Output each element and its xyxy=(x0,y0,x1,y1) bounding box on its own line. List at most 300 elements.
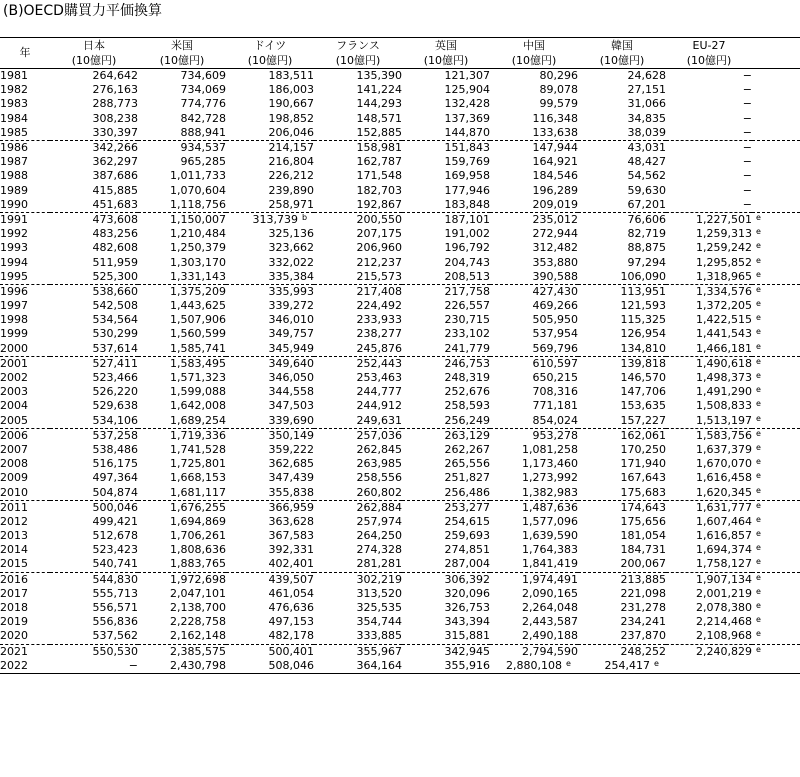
cell-germany xyxy=(226,615,314,629)
cell-uk-value: 342,945 xyxy=(444,644,490,658)
cell-eu27 xyxy=(666,385,752,399)
cell-france xyxy=(314,227,402,241)
col-header-japan: 日本 xyxy=(83,38,105,52)
eu27-flag: e xyxy=(756,299,761,309)
cell-eu27-value: 1,259,313 xyxy=(696,227,752,241)
cell-korea-value: 175,683 xyxy=(620,485,666,499)
cell-uk-value: 183,848 xyxy=(444,197,490,211)
cell-uk xyxy=(402,155,490,169)
cell-eu27 xyxy=(666,500,752,515)
cell-korea xyxy=(578,644,666,659)
cell-germany-value: 350,149 xyxy=(268,428,314,442)
cell-eu27-flag xyxy=(752,557,800,572)
cell-korea xyxy=(578,471,666,485)
cell-us xyxy=(138,629,226,644)
cell-germany-value: 347,439 xyxy=(268,471,314,485)
cell-uk-value: 230,715 xyxy=(444,313,490,327)
cell-eu27-flag xyxy=(752,169,800,183)
cell-eu27-value: − xyxy=(742,69,752,83)
cell-japan xyxy=(50,198,138,213)
cell-france xyxy=(314,241,402,255)
cell-korea xyxy=(578,313,666,327)
cell-china xyxy=(490,572,578,587)
cell-japan-value: 308,238 xyxy=(92,111,138,125)
cell-japan-value: 288,773 xyxy=(92,97,138,111)
col-header-eu27: EU-27 xyxy=(692,38,726,52)
cell-uk xyxy=(402,97,490,111)
cell-eu27-flag xyxy=(752,500,800,515)
cell-eu27 xyxy=(666,529,752,543)
cell-eu27-flag xyxy=(752,155,800,169)
cell-france xyxy=(314,457,402,471)
cell-japan-value: 538,486 xyxy=(92,442,138,456)
col-header-france: フランス xyxy=(336,38,380,52)
cell-uk xyxy=(402,471,490,485)
cell-korea-value: 139,818 xyxy=(620,356,666,370)
table-row xyxy=(0,126,800,141)
cell-eu27 xyxy=(666,371,752,385)
cell-eu27 xyxy=(666,557,752,572)
cell-korea xyxy=(578,543,666,557)
cell-eu27-flag xyxy=(752,572,800,587)
cell-korea-value: 48,427 xyxy=(627,155,666,169)
table-row xyxy=(0,414,800,429)
table-row xyxy=(0,155,800,169)
cell-uk xyxy=(402,198,490,213)
cell-us xyxy=(138,443,226,457)
cell-eu27-flag xyxy=(752,644,800,659)
cell-germany-value: 402,401 xyxy=(268,557,314,571)
cell-uk-value: 246,753 xyxy=(444,356,490,370)
col-unit-flag-spacer xyxy=(752,53,800,69)
cell-france xyxy=(314,155,402,169)
cell-france-value: 354,744 xyxy=(356,615,402,629)
cell-china-value: 1,173,460 xyxy=(522,457,578,471)
cell-germany xyxy=(226,587,314,601)
eu27-flag: e xyxy=(756,212,761,222)
cell-uk xyxy=(402,529,490,543)
cell-us xyxy=(138,428,226,443)
cell-france-value: 158,981 xyxy=(356,141,402,155)
cell-eu27-flag xyxy=(752,385,800,399)
cell-china-value: 312,482 xyxy=(532,241,578,255)
cell-eu27 xyxy=(666,299,752,313)
cell-us xyxy=(138,126,226,141)
cell-us-value: 842,728 xyxy=(180,111,226,125)
cell-germany-value: 363,628 xyxy=(268,514,314,528)
cell-uk-value: 125,904 xyxy=(444,83,490,97)
cell-uk-value: 343,394 xyxy=(444,615,490,629)
cell-france xyxy=(314,629,402,644)
cell-eu27-flag xyxy=(752,356,800,371)
cell-uk xyxy=(402,169,490,183)
eu27-flag: e xyxy=(756,644,761,654)
cell-france xyxy=(314,399,402,413)
cell-eu27-flag xyxy=(752,587,800,601)
cell-uk-value: 191,002 xyxy=(444,227,490,241)
cell-uk xyxy=(402,572,490,587)
cell-france-value: 262,884 xyxy=(356,500,402,514)
cell-china-value: 353,880 xyxy=(532,255,578,269)
eu27-flag: e xyxy=(756,269,761,279)
table-row xyxy=(0,97,800,111)
cell-us xyxy=(138,327,226,341)
cell-eu27 xyxy=(666,140,752,155)
cell-us xyxy=(138,543,226,557)
cell-france-value: 141,224 xyxy=(356,83,402,97)
cell-eu27 xyxy=(666,356,752,371)
cell-eu27-flag xyxy=(752,255,800,269)
cell-germany-value: 367,583 xyxy=(268,529,314,543)
cell-korea-value: 54,562 xyxy=(627,169,666,183)
cell-france xyxy=(314,83,402,97)
cell-korea xyxy=(578,399,666,413)
cell-korea xyxy=(578,112,666,126)
eu27-flag: e xyxy=(756,241,761,251)
cell-germany xyxy=(226,471,314,485)
cell-germany-value: 355,838 xyxy=(268,485,314,499)
cell-us xyxy=(138,659,226,674)
cell-us-value: 734,069 xyxy=(180,83,226,97)
cell-eu27 xyxy=(666,155,752,169)
cell-japan-value: 555,713 xyxy=(92,586,138,600)
cell-china-value: 953,278 xyxy=(532,428,578,442)
cell-germany-value: 313,739 xyxy=(252,212,298,226)
cell-germany xyxy=(226,126,314,141)
cell-us xyxy=(138,557,226,572)
cell-us xyxy=(138,471,226,485)
cell-germany xyxy=(226,155,314,169)
cell-japan xyxy=(50,155,138,169)
cell-eu27-flag xyxy=(752,543,800,557)
cell-china-value: 469,266 xyxy=(532,299,578,313)
cell-uk xyxy=(402,313,490,327)
table-row xyxy=(0,184,800,198)
cell-france xyxy=(314,112,402,126)
cell-france xyxy=(314,500,402,515)
cell-japan xyxy=(50,659,138,674)
cell-china xyxy=(490,212,578,227)
table-row xyxy=(0,529,800,543)
cell-eu27 xyxy=(666,198,752,213)
cell-china xyxy=(490,659,578,674)
col-header-flag-spacer xyxy=(752,38,800,54)
cell-china-value: 184,546 xyxy=(532,169,578,183)
cell-uk xyxy=(402,69,490,84)
cell-korea xyxy=(578,169,666,183)
cell-uk-value: 320,096 xyxy=(444,586,490,600)
cell-germany xyxy=(226,529,314,543)
cell-us-value: 1,011,733 xyxy=(170,169,226,183)
cell-china-value: 708,316 xyxy=(532,385,578,399)
cell-france xyxy=(314,342,402,357)
eu27-flag: e xyxy=(756,341,761,351)
cell-china-flag: e xyxy=(566,658,571,668)
cell-eu27-flag xyxy=(752,659,800,674)
cell-china xyxy=(490,371,578,385)
cell-japan xyxy=(50,629,138,644)
cell-eu27 xyxy=(666,543,752,557)
table-row xyxy=(0,255,800,269)
cell-us xyxy=(138,299,226,313)
cell-us xyxy=(138,212,226,227)
cell-korea-value: 248,252 xyxy=(620,644,666,658)
cell-uk xyxy=(402,485,490,500)
cell-japan-value: 540,741 xyxy=(92,557,138,571)
cell-china xyxy=(490,399,578,413)
cell-year: 2005 xyxy=(0,414,50,429)
cell-year: 2012 xyxy=(0,514,28,528)
table-row xyxy=(0,212,800,227)
cell-eu27-value: 2,078,380 xyxy=(696,601,752,615)
cell-eu27 xyxy=(666,587,752,601)
cell-eu27-flag xyxy=(752,529,800,543)
cell-japan xyxy=(50,227,138,241)
cell-germany-value: 186,003 xyxy=(268,83,314,97)
cell-year: 1988 xyxy=(0,169,28,183)
cell-germany-value: 347,503 xyxy=(268,399,314,413)
cell-france xyxy=(314,284,402,299)
ppp-table xyxy=(0,37,800,674)
cell-us-value: 1,599,088 xyxy=(170,385,226,399)
cell-japan-value: 497,364 xyxy=(92,471,138,485)
cell-france xyxy=(314,443,402,457)
cell-eu27-value: 2,240,829 xyxy=(696,644,752,658)
cell-eu27 xyxy=(666,241,752,255)
table-row xyxy=(0,572,800,587)
cell-korea xyxy=(578,485,666,500)
cell-korea xyxy=(578,155,666,169)
cell-us xyxy=(138,184,226,198)
cell-us xyxy=(138,457,226,471)
cell-korea xyxy=(578,572,666,587)
cell-uk-value: 252,676 xyxy=(444,385,490,399)
cell-korea xyxy=(578,69,666,84)
table-row xyxy=(0,485,800,500)
cell-china xyxy=(490,443,578,457)
cell-china-value: 1,764,383 xyxy=(522,543,578,557)
cell-france-value: 245,876 xyxy=(356,341,402,355)
cell-us xyxy=(138,97,226,111)
cell-china xyxy=(490,169,578,183)
cell-japan xyxy=(50,557,138,572)
cell-eu27-flag xyxy=(752,184,800,198)
cell-japan xyxy=(50,428,138,443)
cell-germany xyxy=(226,485,314,500)
cell-eu27-flag xyxy=(752,485,800,500)
cell-us xyxy=(138,284,226,299)
cell-eu27 xyxy=(666,615,752,629)
cell-china xyxy=(490,69,578,84)
cell-germany-value: 198,852 xyxy=(268,111,314,125)
table-row xyxy=(0,615,800,629)
cell-year: 2011 xyxy=(0,500,28,514)
cell-year: 1991 xyxy=(0,212,28,226)
cell-china-value: 505,950 xyxy=(532,313,578,327)
cell-china-value: 80,296 xyxy=(539,69,578,83)
cell-china xyxy=(490,284,578,299)
cell-japan xyxy=(50,371,138,385)
cell-japan-value: 527,411 xyxy=(92,356,138,370)
cell-china xyxy=(490,198,578,213)
cell-japan xyxy=(50,471,138,485)
cell-korea-value: 175,656 xyxy=(620,514,666,528)
cell-china-value: 272,944 xyxy=(532,227,578,241)
cell-korea xyxy=(578,241,666,255)
cell-china xyxy=(490,83,578,97)
cell-france-value: 233,933 xyxy=(356,313,402,327)
cell-us-value: 1,676,255 xyxy=(170,500,226,514)
cell-japan xyxy=(50,529,138,543)
cell-us-value: 1,210,484 xyxy=(170,227,226,241)
cell-korea xyxy=(578,557,666,572)
cell-uk-value: 132,428 xyxy=(444,97,490,111)
cell-france xyxy=(314,414,402,429)
cell-us-value: 1,443,625 xyxy=(170,299,226,313)
cell-us-value: 1,681,117 xyxy=(170,485,226,499)
cell-uk-value: 256,486 xyxy=(444,485,490,499)
cell-us-value: 1,668,153 xyxy=(170,471,226,485)
table-row xyxy=(0,69,800,84)
cell-eu27-flag xyxy=(752,83,800,97)
cell-us-value: 1,706,261 xyxy=(170,529,226,543)
cell-us xyxy=(138,241,226,255)
cell-year: 1998 xyxy=(0,313,28,327)
cell-korea xyxy=(578,500,666,515)
cell-year: 2014 xyxy=(0,543,28,557)
cell-eu27-value: 1,758,127 xyxy=(696,557,752,571)
cell-china xyxy=(490,227,578,241)
cell-china-value: 2,443,587 xyxy=(522,615,578,629)
cell-us-value: 1,883,765 xyxy=(170,557,226,571)
cell-us xyxy=(138,227,226,241)
cell-korea-value: 213,885 xyxy=(620,572,666,586)
cell-france-value: 302,219 xyxy=(356,572,402,586)
cell-us xyxy=(138,644,226,659)
cell-eu27 xyxy=(666,212,752,227)
cell-eu27-value: 1,318,965 xyxy=(696,269,752,283)
cell-japan xyxy=(50,601,138,615)
cell-year: 2010 xyxy=(0,485,50,500)
cell-us-value: 1,118,756 xyxy=(170,197,226,211)
cell-eu27-value: 1,637,379 xyxy=(696,442,752,456)
cell-uk xyxy=(402,629,490,644)
cell-germany xyxy=(226,270,314,285)
cell-france xyxy=(314,601,402,615)
cell-germany-value: 206,046 xyxy=(268,125,314,139)
cell-korea xyxy=(578,284,666,299)
cell-us-value: 1,507,906 xyxy=(170,313,226,327)
table-row xyxy=(0,601,800,615)
cell-korea xyxy=(578,126,666,141)
cell-eu27 xyxy=(666,112,752,126)
cell-china xyxy=(490,529,578,543)
cell-china xyxy=(490,97,578,111)
cell-france xyxy=(314,485,402,500)
cell-japan-value: 511,959 xyxy=(92,255,138,269)
cell-china-value: 1,487,636 xyxy=(522,500,578,514)
col-header-germany: ドイツ xyxy=(253,38,287,52)
cell-china xyxy=(490,629,578,644)
cell-uk-value: 265,556 xyxy=(444,457,490,471)
cell-us xyxy=(138,399,226,413)
cell-france xyxy=(314,385,402,399)
cell-korea xyxy=(578,601,666,615)
table-header xyxy=(0,38,800,69)
cell-germany xyxy=(226,543,314,557)
cell-china-value: 854,024 xyxy=(532,413,578,427)
cell-korea-value: 147,706 xyxy=(620,385,666,399)
cell-korea-value: 237,870 xyxy=(620,629,666,643)
col-unit-china: (10億円) xyxy=(511,53,557,67)
cell-germany-value: 366,959 xyxy=(268,500,314,514)
cell-korea-value: 231,278 xyxy=(620,601,666,615)
cell-korea-value: 43,031 xyxy=(627,141,666,155)
cell-eu27-value: − xyxy=(742,111,752,125)
cell-france-value: 281,281 xyxy=(356,557,402,571)
cell-uk-value: 263,129 xyxy=(444,428,490,442)
cell-france-value: 244,777 xyxy=(356,385,402,399)
cell-france xyxy=(314,529,402,543)
cell-france xyxy=(314,471,402,485)
cell-germany xyxy=(226,342,314,357)
table-row xyxy=(0,198,800,213)
cell-japan xyxy=(50,615,138,629)
cell-uk-value: 196,792 xyxy=(444,241,490,255)
cell-year: 2004 xyxy=(0,399,28,413)
cell-korea-value: 38,039 xyxy=(627,125,666,139)
cell-france-value: 257,036 xyxy=(356,428,402,442)
cell-eu27-flag xyxy=(752,198,800,213)
col-header-us: 米国 xyxy=(171,38,193,52)
cell-france-value: 192,867 xyxy=(356,197,402,211)
cell-germany-value: 476,636 xyxy=(268,601,314,615)
cell-japan xyxy=(50,414,138,429)
cell-eu27-value: 2,214,468 xyxy=(696,615,752,629)
cell-germany-value: 216,804 xyxy=(268,155,314,169)
cell-eu27-value: 1,907,134 xyxy=(696,572,752,586)
cell-germany-value: 339,690 xyxy=(268,413,314,427)
cell-france-value: 325,535 xyxy=(356,601,402,615)
cell-germany-value: 345,949 xyxy=(268,341,314,355)
cell-uk xyxy=(402,112,490,126)
cell-china-value: 1,577,096 xyxy=(522,514,578,528)
cell-china xyxy=(490,126,578,141)
table-row xyxy=(0,385,800,399)
col-unit-us: (10億円) xyxy=(159,53,205,67)
table-row xyxy=(0,399,800,413)
cell-japan-value: 362,297 xyxy=(92,155,138,169)
cell-korea-value: 67,201 xyxy=(627,197,666,211)
cell-us-value: 1,571,323 xyxy=(170,371,226,385)
cell-uk-value: 169,958 xyxy=(444,169,490,183)
cell-uk-value: 254,615 xyxy=(444,514,490,528)
cell-us-value: 2,385,575 xyxy=(170,644,226,658)
cell-china-value: 390,588 xyxy=(532,269,578,283)
cell-uk-value: 258,593 xyxy=(444,399,490,413)
cell-germany xyxy=(226,241,314,255)
eu27-flag: e xyxy=(756,313,761,323)
cell-uk-value: 253,277 xyxy=(444,500,490,514)
cell-france xyxy=(314,371,402,385)
cell-uk xyxy=(402,500,490,515)
cell-us-value: 1,331,143 xyxy=(170,269,226,283)
cell-china xyxy=(490,500,578,515)
cell-china xyxy=(490,485,578,500)
cell-eu27 xyxy=(666,83,752,97)
cell-china-value: 147,944 xyxy=(532,141,578,155)
cell-year: 2013 xyxy=(0,529,28,543)
